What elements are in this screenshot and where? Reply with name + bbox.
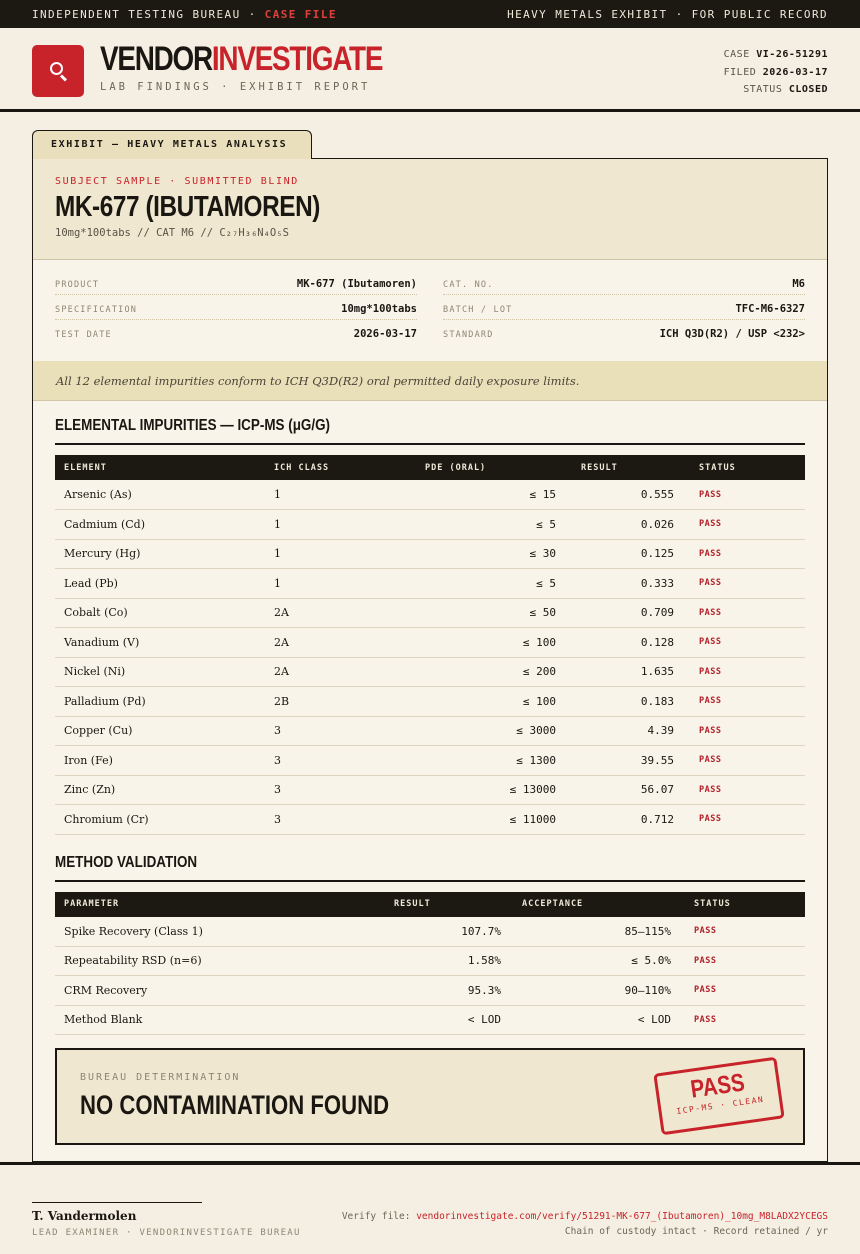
ich-class: 1 bbox=[265, 539, 375, 569]
element-name: Cadmium (Cd) bbox=[55, 510, 265, 540]
impurity-row bbox=[55, 480, 805, 510]
info-row: TEST DATE 2026-03-17 bbox=[55, 328, 417, 340]
report-header bbox=[0, 28, 860, 112]
status-badge: PASS bbox=[683, 598, 805, 628]
element-name: Palladium (Pd) bbox=[55, 687, 265, 717]
status-badge: PASS bbox=[680, 976, 805, 1006]
sample-info bbox=[33, 260, 827, 361]
status-badge: PASS bbox=[683, 687, 805, 717]
pde-limit: ≤ 30 bbox=[375, 539, 565, 569]
info-row: BATCH / LOT TFC-M6-6327 bbox=[443, 295, 805, 320]
parameter-name: Method Blank bbox=[55, 1005, 370, 1035]
brand-subtitle: LAB FINDINGS · EXHIBIT REPORT bbox=[100, 81, 371, 93]
impurity-row bbox=[55, 657, 805, 687]
status-badge: PASS bbox=[683, 539, 805, 569]
ich-class: 2A bbox=[265, 657, 375, 687]
acceptance-range: 85–115% bbox=[510, 917, 680, 947]
status-badge: PASS bbox=[680, 917, 805, 947]
element-name: Vanadium (V) bbox=[55, 628, 265, 658]
validation-result: < LOD bbox=[370, 1005, 510, 1035]
validation-row bbox=[55, 1005, 805, 1035]
impurity-row bbox=[55, 628, 805, 658]
bureau-label: INDEPENDENT TESTING BUREAU · CASE FILE bbox=[32, 7, 337, 21]
product-title: MK-677 (IBUTAMOREN) bbox=[55, 191, 320, 223]
result-value: 0.555 bbox=[565, 480, 683, 510]
pde-limit: ≤ 13000 bbox=[375, 775, 565, 805]
pde-limit: ≤ 3000 bbox=[375, 716, 565, 746]
ich-class: 3 bbox=[265, 746, 375, 776]
pde-limit: ≤ 5 bbox=[375, 569, 565, 599]
result-value: 56.07 bbox=[565, 775, 683, 805]
info-row: CAT. NO. M6 bbox=[443, 270, 805, 295]
info-right-column bbox=[443, 270, 805, 361]
status-badge: PASS bbox=[683, 805, 805, 835]
info-row: SPECIFICATION 10mg*100tabs bbox=[55, 295, 417, 320]
ich-class: 2A bbox=[265, 598, 375, 628]
stamp-sub: ICP-MS · CLEAN bbox=[675, 1094, 765, 1117]
status-badge: PASS bbox=[683, 480, 805, 510]
result-value: 0.128 bbox=[565, 628, 683, 658]
element-name: Iron (Fe) bbox=[55, 746, 265, 776]
ich-class: 3 bbox=[265, 716, 375, 746]
status-badge: PASS bbox=[683, 716, 805, 746]
case-status: CLOSED bbox=[788, 84, 828, 95]
pde-limit: ≤ 5 bbox=[375, 510, 565, 540]
status-badge: PASS bbox=[683, 628, 805, 658]
impurities-section bbox=[33, 401, 827, 835]
signature-line bbox=[32, 1202, 202, 1203]
conformance-summary: All 12 elemental impurities conform to ICH Q3D(R2) oral permitted daily exposure limits. bbox=[33, 361, 827, 401]
impurity-row bbox=[55, 539, 805, 569]
parameter-name: CRM Recovery bbox=[55, 976, 370, 1006]
pde-limit: ≤ 100 bbox=[375, 687, 565, 717]
info-row: PRODUCT MK-677 (Ibutamoren) bbox=[55, 270, 417, 295]
result-value: 0.026 bbox=[565, 510, 683, 540]
validation-row bbox=[55, 976, 805, 1006]
status-badge: PASS bbox=[683, 746, 805, 776]
status-badge: PASS bbox=[683, 775, 805, 805]
result-value: 1.635 bbox=[565, 657, 683, 687]
info-left-column bbox=[55, 270, 417, 361]
examiner-name: T. Vandermolen bbox=[32, 1209, 137, 1223]
impurity-row bbox=[55, 687, 805, 717]
pde-limit: ≤ 50 bbox=[375, 598, 565, 628]
pass-stamp bbox=[653, 1057, 784, 1136]
magnifier-logo-icon bbox=[32, 45, 84, 97]
element-name: Mercury (Hg) bbox=[55, 539, 265, 569]
status-badge: PASS bbox=[680, 946, 805, 976]
result-value: 0.125 bbox=[565, 539, 683, 569]
impurity-row bbox=[55, 569, 805, 599]
impurity-row bbox=[55, 510, 805, 540]
case-file-label: CASE FILE bbox=[264, 7, 337, 21]
status-badge: PASS bbox=[680, 1005, 805, 1035]
pde-limit: ≤ 100 bbox=[375, 628, 565, 658]
ich-class: 3 bbox=[265, 775, 375, 805]
validation-result: 95.3% bbox=[370, 976, 510, 1006]
impurity-row bbox=[55, 805, 805, 835]
impurity-row bbox=[55, 775, 805, 805]
impurity-row bbox=[55, 746, 805, 776]
result-value: 0.712 bbox=[565, 805, 683, 835]
custody-note: Chain of custody intact · Record retained / yr bbox=[564, 1226, 828, 1237]
footer-divider bbox=[0, 1162, 860, 1165]
spec-line: 10mg*100tabs // CAT M6 // C₂₇H₃₆N₄O₅S bbox=[55, 227, 289, 239]
top-bar bbox=[0, 0, 860, 28]
acceptance-range: 90–110% bbox=[510, 976, 680, 1006]
ich-class: 1 bbox=[265, 569, 375, 599]
case-number: VI-26-51291 bbox=[756, 49, 828, 60]
ich-class: 2A bbox=[265, 628, 375, 658]
exhibit-tab: EXHIBIT — HEAVY METALS ANALYSIS bbox=[32, 130, 312, 159]
stamp-main: PASS bbox=[688, 1068, 747, 1104]
element-name: Zinc (Zn) bbox=[55, 775, 265, 805]
validation-section bbox=[33, 835, 827, 1036]
impurities-title: ELEMENTAL IMPURITIES — ICP-MS (μG/G) bbox=[55, 417, 331, 434]
parameter-name: Repeatability RSD (n=6) bbox=[55, 946, 370, 976]
validation-table bbox=[55, 892, 805, 1036]
exhibit-card bbox=[32, 158, 828, 1162]
impurities-header-row: ELEMENT ICH CLASS PDE (ORAL) RESULT STATUS bbox=[55, 455, 805, 480]
determination-label: BUREAU DETERMINATION bbox=[80, 1072, 241, 1083]
parameter-name: Spike Recovery (Class 1) bbox=[55, 917, 370, 947]
status-badge: PASS bbox=[683, 569, 805, 599]
result-value: 0.709 bbox=[565, 598, 683, 628]
subject-block bbox=[33, 159, 827, 260]
ich-class: 3 bbox=[265, 805, 375, 835]
validation-header-row: PARAMETER RESULT ACCEPTANCE STATUS bbox=[55, 892, 805, 917]
subject-kicker: SUBJECT SAMPLE · SUBMITTED BLIND bbox=[55, 176, 299, 187]
ich-class: 1 bbox=[265, 510, 375, 540]
result-value: 4.39 bbox=[565, 716, 683, 746]
element-name: Lead (Pb) bbox=[55, 569, 265, 599]
exhibit-notice: HEAVY METALS EXHIBIT · FOR PUBLIC RECORD bbox=[507, 7, 828, 21]
element-name: Nickel (Ni) bbox=[55, 657, 265, 687]
pde-limit: ≤ 15 bbox=[375, 480, 565, 510]
pde-limit: ≤ 1300 bbox=[375, 746, 565, 776]
determination-text: NO CONTAMINATION FOUND bbox=[80, 1090, 390, 1120]
result-value: 0.183 bbox=[565, 687, 683, 717]
pde-limit: ≤ 11000 bbox=[375, 805, 565, 835]
impurities-table bbox=[55, 455, 805, 835]
validation-row bbox=[55, 946, 805, 976]
bureau-determination bbox=[55, 1048, 805, 1145]
verify-link[interactable]: vendorinvestigate.com/verify/51291-MK-677_(Ibutamoren)_10mg_M8LADX2YCEGS bbox=[416, 1211, 828, 1222]
result-value: 39.55 bbox=[565, 746, 683, 776]
validation-result: 107.7% bbox=[370, 917, 510, 947]
impurity-row bbox=[55, 716, 805, 746]
acceptance-range: < LOD bbox=[510, 1005, 680, 1035]
element-name: Cobalt (Co) bbox=[55, 598, 265, 628]
impurity-row bbox=[55, 598, 805, 628]
examiner-role: LEAD EXAMINER · VENDORINVESTIGATE BUREAU bbox=[32, 1228, 301, 1238]
element-name: Arsenic (As) bbox=[55, 480, 265, 510]
filed-date: 2026-03-17 bbox=[762, 66, 828, 78]
brand-wordmark: VENDORINVESTIGATE bbox=[100, 40, 383, 78]
validation-row bbox=[55, 917, 805, 947]
status-badge: PASS bbox=[683, 510, 805, 540]
element-name: Copper (Cu) bbox=[55, 716, 265, 746]
validation-title: METHOD VALIDATION bbox=[55, 853, 198, 871]
info-row: STANDARD ICH Q3D(R2) / USP <232> bbox=[443, 328, 805, 340]
validation-result: 1.58% bbox=[370, 946, 510, 976]
case-meta: CASE VI-26-51291 FILED 2026-03-17 STATUS CLOSED bbox=[723, 49, 828, 95]
verify-line: Verify file: vendorinvestigate.com/verify/51291-MK-677_(Ibutamoren)_10mg_M8LADX2YCEGS bbox=[341, 1211, 828, 1222]
ich-class: 1 bbox=[265, 480, 375, 510]
status-badge: PASS bbox=[683, 657, 805, 687]
pde-limit: ≤ 200 bbox=[375, 657, 565, 687]
ich-class: 2B bbox=[265, 687, 375, 717]
element-name: Chromium (Cr) bbox=[55, 805, 265, 835]
acceptance-range: ≤ 5.0% bbox=[510, 946, 680, 976]
result-value: 0.333 bbox=[565, 569, 683, 599]
